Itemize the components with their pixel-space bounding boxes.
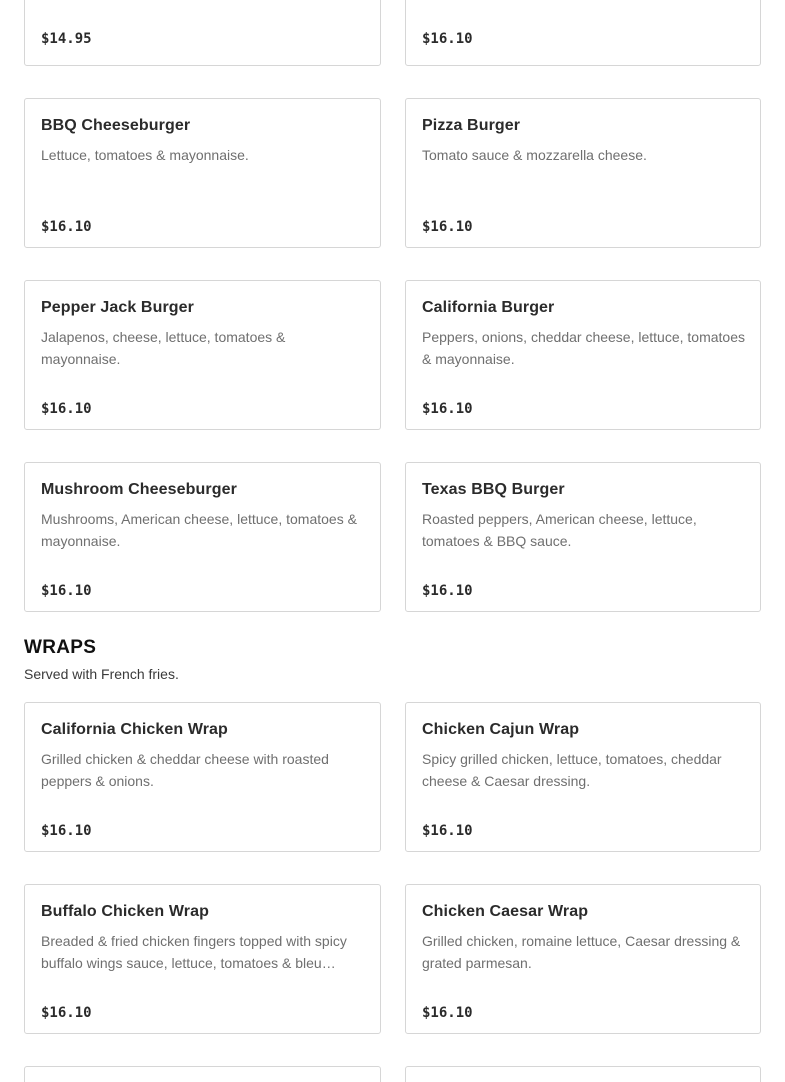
item-price: $16.10 (422, 583, 473, 599)
menu-item-card[interactable] (24, 462, 381, 612)
item-description: Peppers, onions, cheddar cheese, lettuce, tomatoes & mayonnaise. (422, 329, 745, 367)
item-name: California Chicken Wrap (41, 721, 228, 738)
item-description: Spicy grilled chicken, lettuce, tomatoes, cheddar cheese & Caesar dressing. (422, 751, 722, 789)
menu-item-card[interactable] (24, 1066, 381, 1082)
item-price: $16.10 (422, 823, 473, 839)
menu-item-card[interactable] (24, 702, 381, 852)
item-name: Texas BBQ Burger (422, 481, 565, 498)
item-description: Roasted peppers, American cheese, lettuce, tomatoes & BBQ sauce. (422, 511, 697, 549)
item-description: Mushrooms, American cheese, lettuce, tomatoes & mayonnaise. (41, 511, 357, 549)
section-subtitle: Served with French fries. (24, 666, 179, 682)
item-description: Grilled chicken & cheddar cheese with roasted peppers & onions. (41, 751, 329, 789)
item-name: BBQ Cheeseburger (41, 117, 191, 134)
menu-item-card[interactable] (405, 884, 761, 1034)
item-price: $16.10 (41, 583, 92, 599)
menu-item-card[interactable] (405, 462, 761, 612)
item-description: Grilled chicken, romaine lettuce, Caesar dressing & grated parmesan. (422, 933, 741, 971)
menu-item-card[interactable] (405, 1066, 761, 1082)
item-price: $16.10 (41, 823, 92, 839)
item-price: $16.10 (422, 1005, 473, 1021)
item-price: $14.95 (41, 31, 92, 47)
menu-item-card[interactable] (24, 98, 381, 248)
item-description: Tomato sauce & mozzarella cheese. (422, 147, 647, 163)
menu-item-card[interactable] (405, 0, 761, 66)
item-name: Mushroom Cheeseburger (41, 481, 237, 498)
item-price: $16.10 (41, 1005, 92, 1021)
item-price: $16.10 (41, 401, 92, 417)
section-title: WRAPS (24, 637, 97, 658)
menu-item-card[interactable] (405, 702, 761, 852)
item-price: $16.10 (422, 219, 473, 235)
item-name: Buffalo Chicken Wrap (41, 903, 209, 920)
item-name: California Burger (422, 299, 555, 316)
menu-item-card[interactable] (24, 280, 381, 430)
menu-item-card[interactable] (405, 98, 761, 248)
menu-item-card[interactable] (24, 0, 381, 66)
menu-item-card[interactable] (24, 884, 381, 1034)
menu-item-card[interactable] (405, 280, 761, 430)
item-description: Jalapenos, cheese, lettuce, tomatoes & mayonnaise. (41, 329, 286, 367)
item-name: Pizza Burger (422, 117, 521, 134)
item-name: Chicken Caesar Wrap (422, 903, 589, 920)
item-price: $16.10 (422, 401, 473, 417)
item-name: Chicken Cajun Wrap (422, 721, 580, 738)
item-price: $16.10 (41, 219, 92, 235)
item-name: Pepper Jack Burger (41, 299, 194, 316)
item-description: Lettuce, tomatoes & mayonnaise. (41, 147, 249, 163)
item-description: Breaded & fried chicken fingers topped with spicy buffalo wings sauce, lettuce, tomatoes & bleu… (41, 933, 347, 971)
item-price: $16.10 (422, 31, 473, 47)
